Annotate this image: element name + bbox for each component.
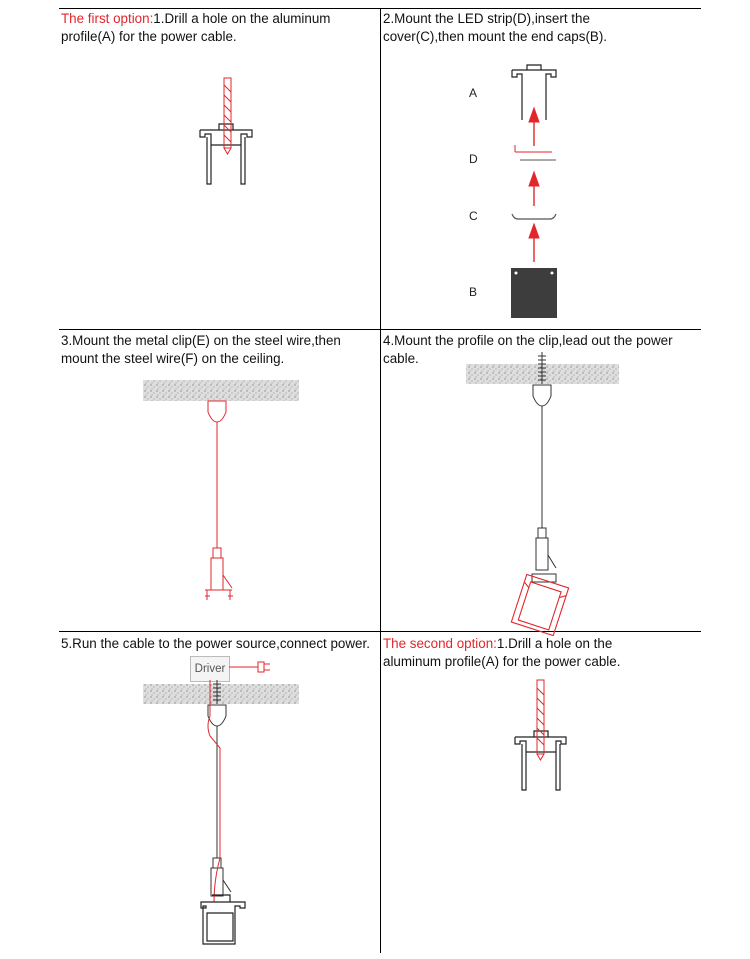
panel5-plug xyxy=(229,662,270,672)
panel5-ceiling xyxy=(143,684,299,704)
panel2-end-cap-b xyxy=(511,268,557,318)
step3-text: 3.Mount the metal clip(E) on the steel wire,then mount the steel wire(F) on the ceiling. xyxy=(61,333,341,366)
step2-text: 2.Mount the LED strip(D),insert the cover(C),then mount the end caps(B). xyxy=(383,11,608,44)
driver-box: Driver xyxy=(190,656,230,682)
panel5-screw xyxy=(213,680,221,704)
panel1-drill-bit xyxy=(224,78,231,154)
panel3-wire-assembly xyxy=(205,401,233,600)
label-a: A xyxy=(469,86,478,100)
step4-text: 4.Mount the profile on the clip,lead out the power cable. xyxy=(383,333,673,366)
panel2-cover-c xyxy=(512,214,556,219)
panel3-ceiling xyxy=(143,380,299,401)
step6-text: 1.Drill a hole on the aluminum profile(A) for the power cable. xyxy=(383,636,621,669)
label-b: B xyxy=(469,285,478,299)
panel6-drill-bit xyxy=(537,680,544,760)
panel2-arrows xyxy=(529,108,539,262)
label-c: C xyxy=(469,209,478,223)
panel5-power-cable xyxy=(208,680,220,902)
step1-text: 1.Drill a hole on the aluminum profile(A) for the power cable. xyxy=(61,11,331,44)
panel2-led-strip-d xyxy=(515,145,556,160)
panel4-tilted-profile xyxy=(511,574,568,635)
step5-text: 5.Run the cable to the power source,connect power. xyxy=(61,636,370,651)
panel1-profile xyxy=(200,124,252,184)
panel4-wire-assembly xyxy=(532,385,556,582)
label-d: D xyxy=(469,152,478,166)
step6-prefix: The second option: xyxy=(383,636,497,651)
step1-prefix: The first option: xyxy=(61,11,154,26)
panel5-profile xyxy=(201,895,245,944)
